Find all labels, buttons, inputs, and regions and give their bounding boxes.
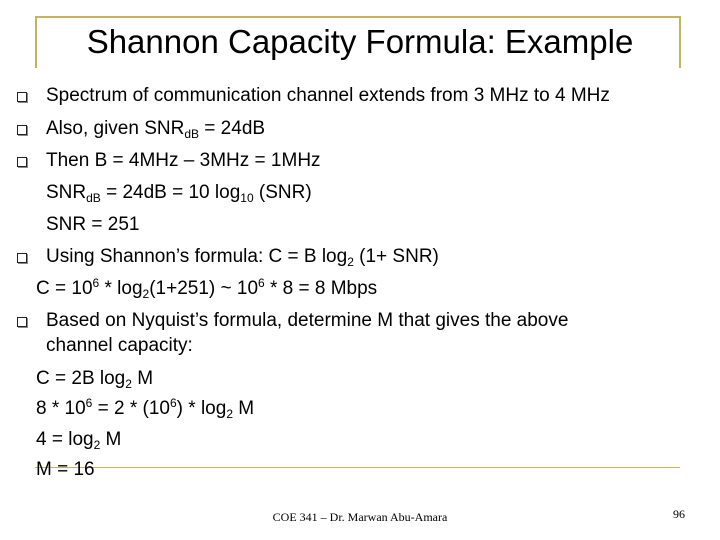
subscript: 2	[125, 377, 132, 391]
subscript: 2	[93, 438, 101, 452]
subscript: 2	[142, 287, 150, 301]
text-run: (SNR)	[253, 182, 312, 203]
text-run: 8 * 10	[36, 398, 86, 419]
snr-db-equation	[46, 181, 312, 205]
text-run: M	[233, 398, 255, 419]
slide-title: Shannon Capacity Formula: Example	[86, 23, 634, 60]
bullet-given-snr	[46, 117, 265, 141]
superscript: 6	[85, 396, 93, 410]
subscript: 10	[240, 191, 254, 205]
text-run: C = 2B log	[36, 368, 126, 389]
superscript: 6	[258, 276, 265, 290]
subscript: dB	[184, 127, 200, 141]
nyquist-substitution	[36, 397, 254, 421]
text-run: 4 = log	[36, 429, 94, 450]
text-run: SNR	[46, 182, 87, 203]
square-bullet-icon	[17, 157, 27, 167]
slide-footer: COE 341 – Dr. Marwan Abu-Amara	[272, 510, 448, 524]
square-bullet-icon	[17, 125, 27, 135]
superscript: 6	[169, 396, 177, 410]
text-run: = 2 * (10	[92, 398, 170, 419]
text-run: M	[100, 429, 122, 450]
m-result: M = 16	[36, 459, 95, 480]
text-run: ) * log	[176, 398, 227, 419]
superscript: 6	[92, 276, 100, 290]
bullet-nyquist: Based on Nyquist’s formula, determine M that gives the above	[46, 310, 569, 331]
subscript: 2	[347, 255, 354, 269]
text-run: * log	[99, 278, 143, 299]
snr-value: SNR = 251	[46, 214, 140, 235]
text-run: (1+ SNR)	[353, 246, 439, 267]
text-run: (1+251) ~ 10	[149, 278, 259, 299]
text-run: * 8 = 8 Mbps	[264, 278, 378, 299]
bullet-shannon-formula	[46, 245, 439, 269]
text-run: = 24dB = 10 log	[100, 182, 241, 203]
text-run: = 24dB	[199, 118, 266, 139]
bullet-nyquist-cont: channel capacity:	[46, 335, 193, 356]
square-bullet-icon	[17, 92, 27, 102]
square-bullet-icon	[17, 317, 27, 327]
subscript: dB	[86, 191, 101, 205]
bullet-bandwidth: Then B = 4MHz – 3MHz = 1MHz	[46, 150, 321, 171]
capacity-calculation	[36, 277, 377, 301]
footer-divider	[35, 467, 680, 468]
square-bullet-icon	[17, 253, 27, 263]
bullet-spectrum: Spectrum of communication channel extends from 3 MHz to 4 MHz	[46, 85, 610, 106]
text-run: C = 10	[36, 278, 93, 299]
title-frame-top	[35, 16, 680, 18]
subscript: 2	[226, 407, 233, 421]
nyquist-formula	[36, 367, 153, 391]
page-number: 96	[673, 507, 685, 521]
text-run: Using Shannon’s formula: C = B log	[46, 246, 348, 267]
text-run: Also, given SNR	[46, 118, 185, 139]
log-equation	[36, 428, 121, 452]
text-run: M	[131, 368, 154, 389]
